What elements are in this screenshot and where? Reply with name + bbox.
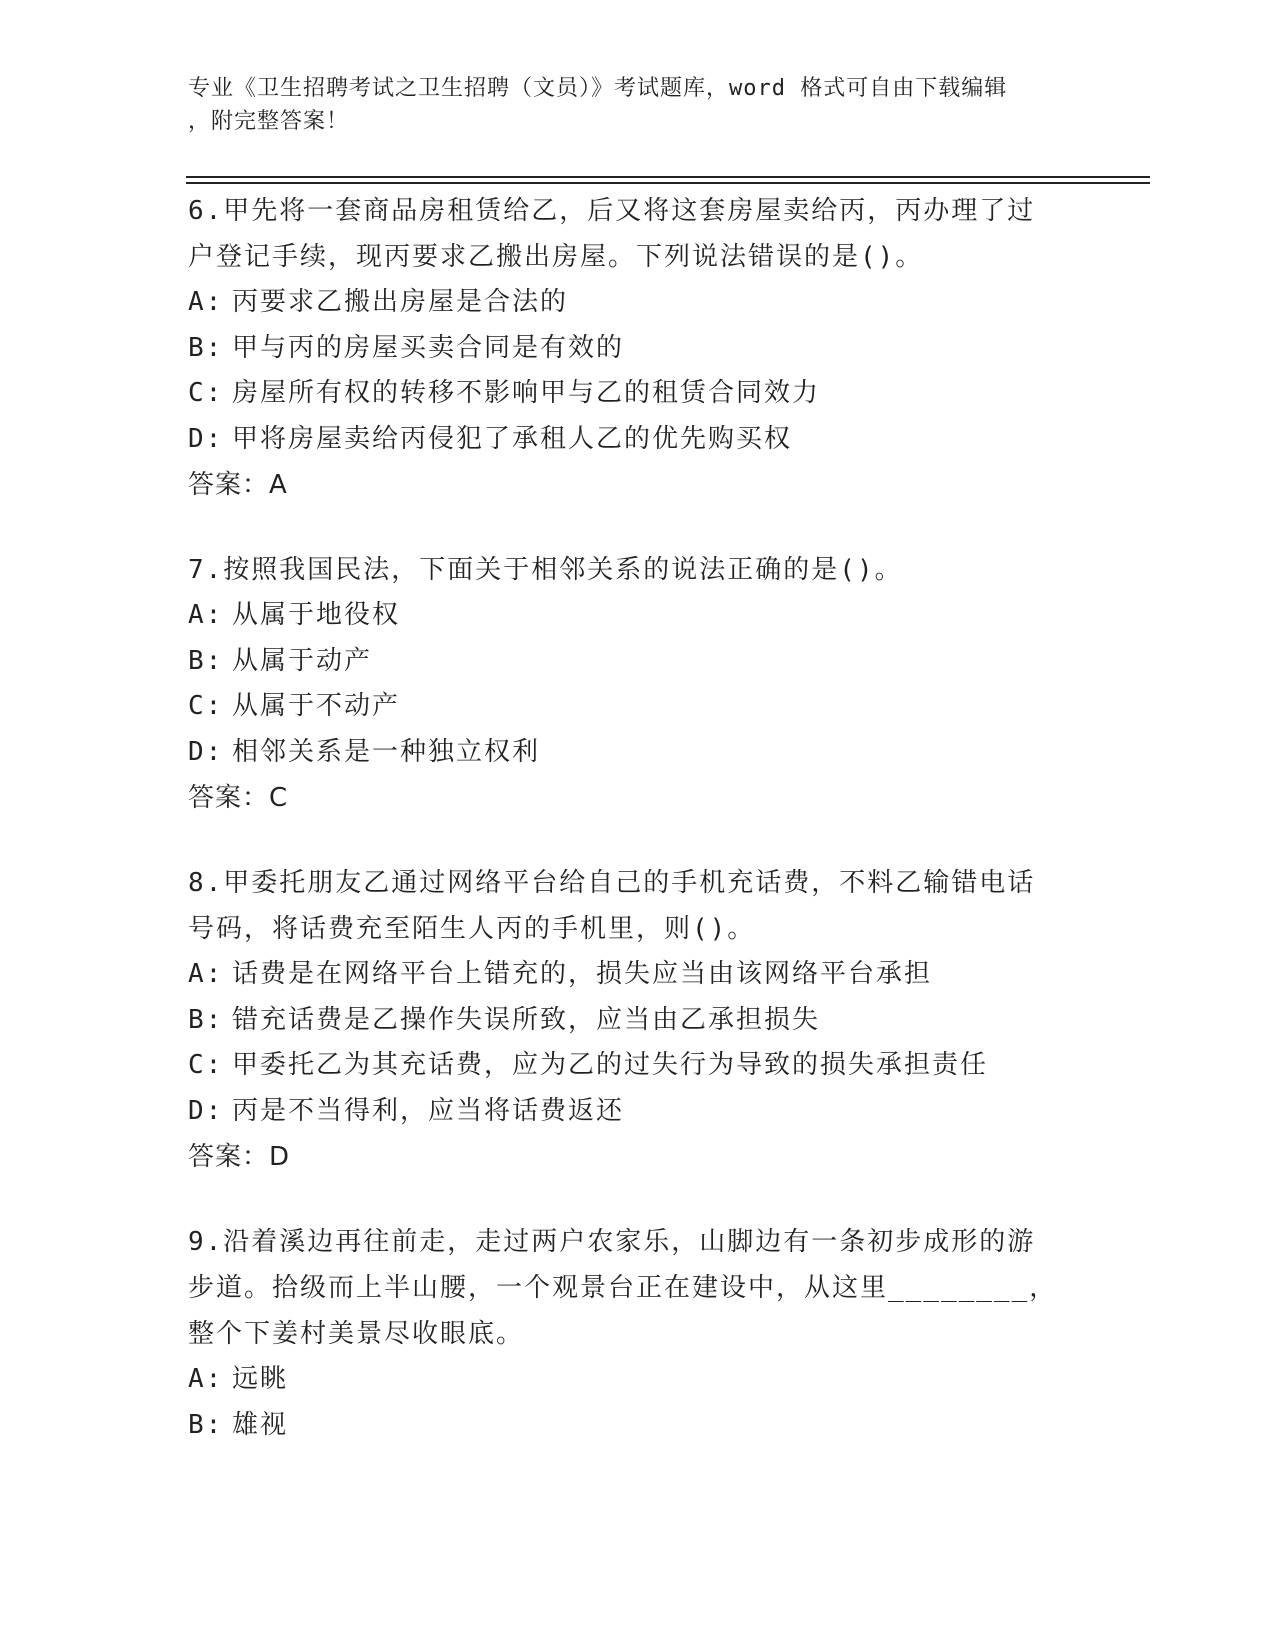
header-divider	[186, 182, 1150, 184]
option-letter: B:	[188, 1004, 224, 1035]
option-text: 相邻关系是一种独立权利	[232, 736, 541, 767]
option-text: 雄视	[232, 1409, 289, 1440]
option-d	[188, 730, 1068, 776]
question-stem: 9.沿着溪边再往前走，走过两户农家乐，山脚边有一条初步成形的游	[188, 1227, 1036, 1257]
option-text: 甲委托乙为其充话费，应为乙的过失行为导致的损失承担责任	[232, 1050, 989, 1080]
option-a	[188, 593, 1068, 639]
option-b	[188, 998, 1068, 1044]
option-letter: B:	[188, 1409, 224, 1440]
option-text: 房屋所有权的转移不影响甲与乙的租赁合同效力	[232, 378, 821, 408]
option-c	[188, 684, 1068, 730]
question-stem: 号码，将话费充至陌生人丙的手机里，则()。	[188, 914, 756, 944]
option-letter: B:	[188, 645, 224, 676]
option-d	[188, 417, 1068, 463]
option-letter: D:	[188, 423, 224, 454]
option-b	[188, 639, 1068, 685]
document-header	[188, 72, 1088, 138]
question-stem: 户登记手续，现丙要求乙搬出房屋。下列说法错误的是()。	[188, 242, 924, 272]
option-letter: C:	[188, 1050, 224, 1080]
question-list	[188, 188, 1068, 1487]
option-letter: D:	[188, 1095, 224, 1126]
question-stem: 7.按照我国民法，下面关于相邻关系的说法正确的是()。	[188, 555, 903, 585]
option-text: 丙要求乙搬出房屋是合法的	[232, 287, 569, 317]
option-text: 甲将房屋卖给丙侵犯了承租人乙的优先购买权	[232, 423, 793, 454]
question-7	[188, 547, 1068, 821]
answer: 答案：C	[188, 783, 289, 813]
question-stem: 步道。拾级而上半山腰，一个观景台正在建设中，从这里________，	[188, 1273, 1058, 1303]
option-a	[188, 1357, 1068, 1403]
option-text: 错充话费是乙操作失误所致，应当由乙承担损失	[232, 1004, 821, 1035]
header-line: ，附完整答案！	[188, 109, 350, 134]
question-8	[188, 860, 1068, 1180]
option-letter: A:	[188, 959, 224, 989]
option-letter: A:	[188, 287, 224, 317]
option-a	[188, 952, 1068, 998]
question-stem: 整个下姜村美景尽收眼底。	[188, 1319, 525, 1349]
option-text: 远眺	[232, 1364, 289, 1394]
option-letter: C:	[188, 378, 224, 408]
option-text: 从属于动产	[232, 645, 373, 676]
option-text: 甲与丙的房屋买卖合同是有效的	[232, 332, 625, 363]
header-line: 专业《卫生招聘考试之卫生招聘（文员）》考试题库，word 格式可自由下载编辑	[188, 76, 1008, 101]
option-text: 丙是不当得利，应当将话费返还	[232, 1095, 625, 1126]
option-b	[188, 326, 1068, 372]
question-stem: 8.甲委托朋友乙通过网络平台给自己的手机充话费，不料乙输错电话	[188, 868, 1036, 898]
question-9	[188, 1219, 1068, 1448]
question-stem: 6.甲先将一套商品房租赁给乙，后又将这套房屋卖给丙，丙办理了过	[188, 196, 1036, 226]
option-text: 从属于地役权	[232, 600, 401, 630]
option-letter: A:	[188, 1364, 224, 1394]
option-c	[188, 1043, 1068, 1089]
option-letter: D:	[188, 736, 224, 767]
option-letter: C:	[188, 691, 224, 721]
option-letter: B:	[188, 332, 224, 363]
option-text: 话费是在网络平台上错充的，损失应当由该网络平台承担	[232, 959, 933, 989]
option-c	[188, 371, 1068, 417]
option-letter: A:	[188, 600, 224, 630]
option-d	[188, 1089, 1068, 1135]
answer: 答案：A	[188, 470, 288, 500]
option-text: 从属于不动产	[232, 691, 401, 721]
question-6	[188, 188, 1068, 508]
answer: 答案：D	[188, 1142, 291, 1172]
option-b	[188, 1403, 1068, 1449]
option-a	[188, 280, 1068, 326]
header-divider	[186, 176, 1150, 178]
